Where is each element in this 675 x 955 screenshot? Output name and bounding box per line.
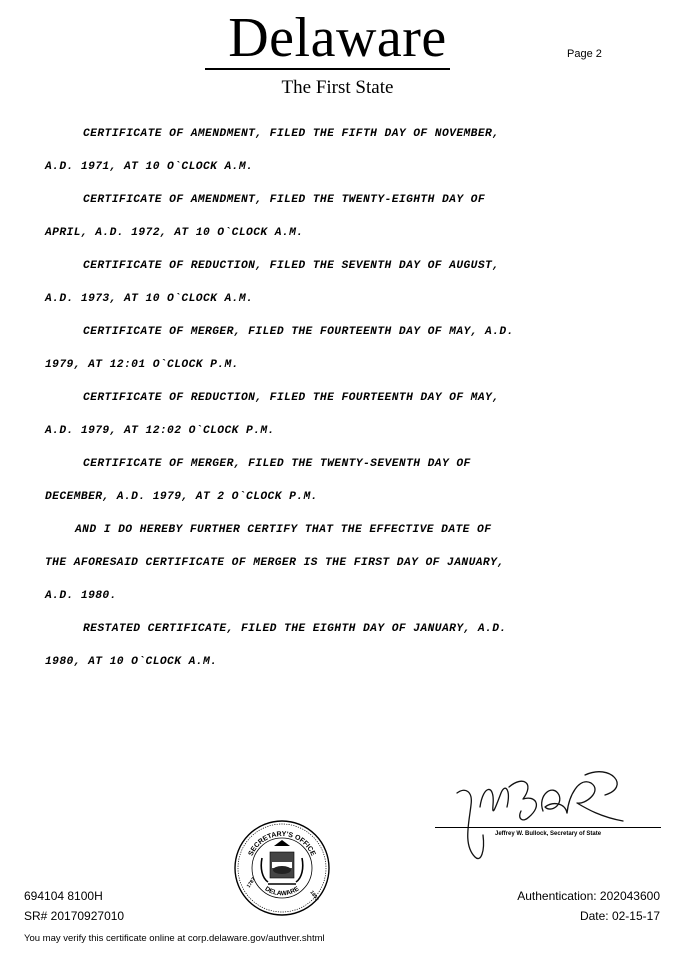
state-title: Delaware [228, 7, 447, 69]
seal-year-right: 1893 [308, 889, 320, 903]
certificate-date: Date: 02-15-17 [579, 909, 660, 923]
seal-top-text: SECRETARY'S OFFICE [247, 830, 317, 858]
signature-line [435, 827, 661, 828]
body-line: AND I DO HEREBY FURTHER CERTIFY THAT THE EFFECTIVE DATE OF [75, 524, 492, 536]
body-line: CERTIFICATE OF AMENDMENT, FILED THE FIFTH DAY OF NOVEMBER, [83, 128, 500, 140]
seal-icon [232, 818, 332, 918]
body-line: CERTIFICATE OF MERGER, FILED THE FOURTEENTH DAY OF MAY, A.D. [83, 326, 514, 338]
body-line: DECEMBER, A.D. 1979, AT 2 O`CLOCK P.M. [45, 491, 318, 503]
file-number: 694104 8100H [24, 889, 103, 903]
page-number: Page 2 [567, 48, 602, 60]
signature-image [435, 765, 665, 865]
body-line: RESTATED CERTIFICATE, FILED THE EIGHTH DAY OF JANUARY, A.D. [83, 623, 507, 635]
body-line: A.D. 1980. [45, 590, 117, 602]
body-line: THE AFORESAID CERTIFICATE OF MERGER IS THE FIRST DAY OF JANUARY, [45, 557, 505, 569]
sr-number: SR# 20170927010 [24, 909, 125, 923]
state-seal [232, 818, 332, 918]
state-motto: The First State [281, 77, 394, 98]
body-line: A.D. 1973, AT 10 O`CLOCK A.M. [45, 293, 254, 305]
body-line: CERTIFICATE OF REDUCTION, FILED THE FOURTEENTH DAY OF MAY, [83, 392, 500, 404]
body-line: CERTIFICATE OF AMENDMENT, FILED THE TWENTY-EIGHTH DAY OF [83, 194, 486, 206]
body-line: CERTIFICATE OF REDUCTION, FILED THE SEVENTH DAY OF AUGUST, [83, 260, 500, 272]
verify-notice: You may verify this certificate online at corp.delaware.gov/authver.shtml [24, 933, 325, 944]
title-underline [205, 68, 450, 70]
body-line: A.D. 1979, AT 12:02 O`CLOCK P.M. [45, 425, 275, 437]
body-line: A.D. 1971, AT 10 O`CLOCK A.M. [45, 161, 254, 173]
authentication-number: Authentication: 202043600 [517, 889, 660, 903]
body-line: CERTIFICATE OF MERGER, FILED THE TWENTY-SEVENTH DAY OF [83, 458, 471, 470]
body-line: APRIL, A.D. 1972, AT 10 O`CLOCK A.M. [45, 227, 304, 239]
signature-block [435, 765, 665, 865]
body-line: 1979, AT 12:01 O`CLOCK P.M. [45, 359, 239, 371]
seal-bottom-text: DELAWARE [263, 885, 301, 898]
seal-year-left: 1787 [245, 876, 258, 890]
signer-caption: Jeffrey W. Bullock, Secretary of State [495, 831, 602, 837]
body-line: 1980, AT 10 O`CLOCK A.M. [45, 656, 218, 668]
